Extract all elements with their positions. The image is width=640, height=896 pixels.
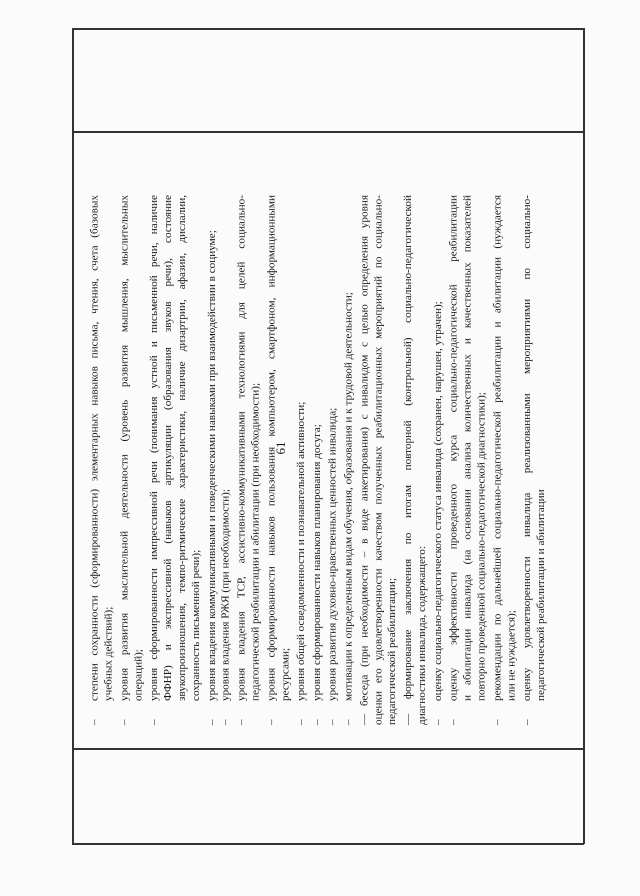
text-line: – степени сохранности (сформированности) элементарных навыков письма, чтения, счета (базовых — [89, 195, 101, 725]
text-line: педагогической реабилитации; — [386, 578, 398, 725]
text-line: – уровня развития мыслительной деятельности (уровень развития мышления, мыслительных — [119, 195, 131, 725]
text-line: – оценку удовлетворенности инвалида реализованными мероприятиями по социально- — [521, 195, 533, 725]
list-dash: – — [265, 719, 278, 725]
table-cell-divider — [72, 131, 584, 133]
list-dash: – — [432, 719, 444, 725]
text-line: операций); — [132, 649, 145, 701]
text-line: – уровня сформированности навыков пользования компьютером, смартфоном, информационными — [265, 195, 278, 725]
table-border-left — [72, 28, 74, 844]
list-dash: – — [327, 719, 339, 725]
table-border-top — [72, 28, 584, 30]
text-line: ресурсами; — [279, 647, 292, 701]
page-number: 61 — [273, 441, 288, 455]
text-line: оценки его удовлетворенности качеством полученных реабилитационных мероприятий по социально- — [372, 195, 385, 725]
list-dash: – — [491, 719, 504, 725]
text-line: – уровня владения коммуникативными и поведенческими навыками при взаимодействии в социуме; — [206, 230, 218, 725]
text-line: – мотивации к определенным видам обучения, образования и к трудовой деятельности; — [343, 292, 355, 725]
text-line: – уровня общей осведомленности и познавательной активности; — [295, 401, 307, 725]
list-dash: – — [220, 719, 232, 725]
list-dash: – — [119, 719, 131, 725]
list-dash: – — [89, 719, 101, 725]
list-dash: – — [343, 719, 355, 725]
list-dash: – — [448, 719, 460, 725]
text-line: повторно проведенной социально-педагогической диагностики); — [476, 392, 488, 701]
text-line: педагогической реабилитации и абилитации (при необходимости); — [250, 382, 262, 701]
table-cell-divider-lower — [72, 748, 584, 750]
list-dash: – — [206, 719, 218, 725]
text-line: – уровня владения ТСР, ассистивно-коммуникативными технологиями для целей социально- — [236, 195, 248, 725]
list-dash: – — [311, 719, 323, 725]
text-line: педагогической реабилитации и абилитации — [535, 489, 547, 701]
list-dash: – — [236, 719, 248, 725]
text-line: учебных действий); — [103, 606, 115, 701]
text-line: ФФНР) и экспрессивной (навыков артикуляции (образования звуков речи), состояние — [162, 195, 174, 701]
rotated-text-block — [87, 195, 547, 725]
text-line: или не нуждается); — [505, 610, 518, 701]
text-line: и абилитации инвалида (на основании анализа количественных и качественных показателей — [462, 195, 474, 701]
text-line: – уровня сформированности навыков планирования досуга; — [311, 424, 323, 725]
list-dash: – — [521, 719, 533, 725]
text-line: — формирование заключения по итогам повторной (контрольной) социально-педагогической — [402, 195, 414, 725]
text-line: – уровня владения РЖЯ (при необходимости); — [220, 488, 232, 725]
list-dash: – — [295, 719, 307, 725]
text-line: – уровня сформированности импрессивной речи (понимания устной и письменной речи, наличие — [148, 195, 160, 725]
text-line: – уровня развития духовно-нравственных ценностей инвалида; — [327, 407, 339, 725]
text-line: – рекомендации по дальнейшей социально-педагогической реабилитации и абилитации (нуждается — [491, 195, 504, 725]
table-border-right — [583, 28, 585, 844]
text-line: звукопроизношения, темпо-ритмические характеристики, наличие дизартрии, афазии, дислалии, — [176, 195, 188, 701]
text-line: сохранность письменной речи); — [190, 549, 202, 701]
list-dash: – — [148, 719, 160, 725]
text-line: – оценку эффективности проведенного курса социально-педагогической реабилитации — [448, 195, 460, 725]
text-line: диагностики инвалида, содержащего: — [416, 546, 428, 725]
text-line: — беседа (при необходимости – в виде анкетирования) с инвалидом с целью определения уровня — [358, 195, 371, 725]
table-border-bottom — [72, 843, 584, 845]
text-line: – оценку социально-педагогического статуса инвалида (сохранен, нарушен, утрачен); — [432, 301, 444, 725]
